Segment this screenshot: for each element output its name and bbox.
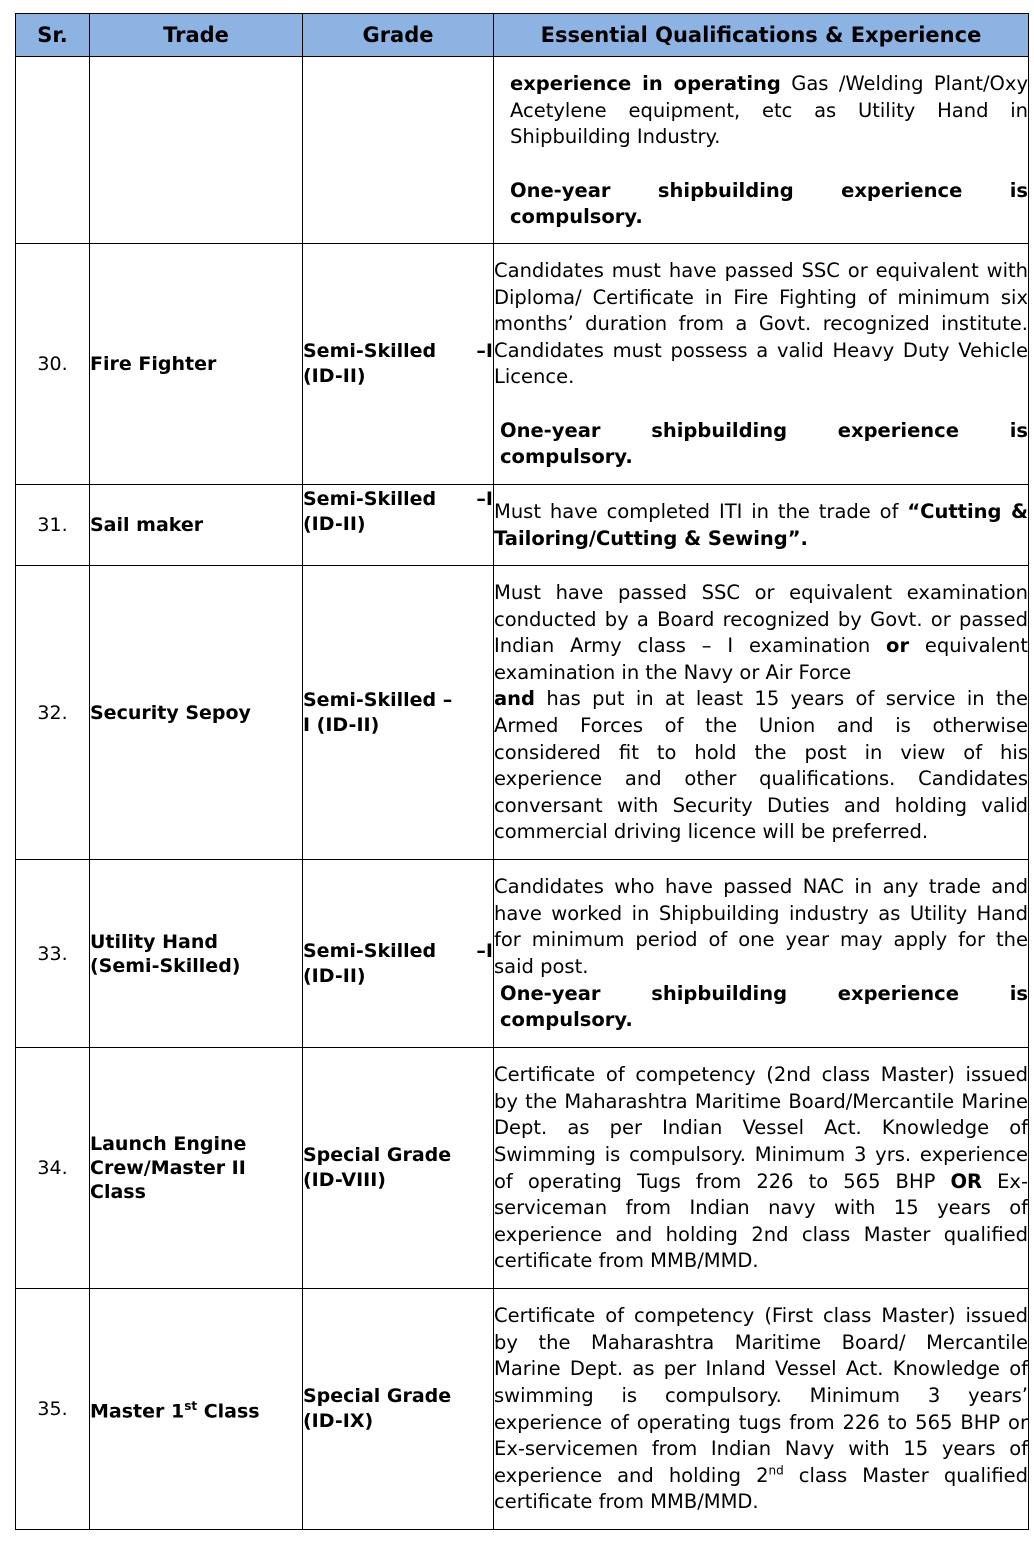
experience-note: One-year shipbuilding experience is compulsory.	[500, 981, 1028, 1032]
header-trade: Trade	[90, 14, 303, 57]
qualification-bold: and	[494, 687, 535, 711]
grade-cell	[303, 244, 494, 485]
qualification-cell	[494, 566, 1029, 860]
sr-cell: 32.	[16, 566, 90, 860]
trade-cell: Sail maker	[90, 485, 303, 566]
header-grade: Grade	[303, 14, 494, 57]
qualification-text: Certificate of competency (First class Master) issued by the Maharashtra Maritime Board/ Mercantile Marine Dept. as per Inland Vessel Act. Knowledge of swimming is compulsory. Minimum 3 years’ experience of operating tugs from 226 to 565 BHP or Ex-servicemen from Indian Navy with 15 years of experience and holding 2	[494, 1304, 1028, 1487]
experience-note: One-year shipbuilding experience is compulsory.	[510, 178, 1028, 229]
trade-cell: Security Sepoy	[90, 566, 303, 860]
qualification-text: has put in at least 15 years of service in the Armed Forces of the Union and is otherwise considered fit to hold the post in view of his experience and other qualifications. Candidates conversant with Security Duties and holding valid commercial driving licence will be preferred.	[494, 687, 1028, 844]
grade-text: (ID-II)	[303, 964, 366, 987]
qualification-text: Must have passed SSC or equivalent examination conducted by a Board recognized by Govt. or passed Indian Army class – I examination	[494, 581, 1028, 658]
grade-text: (ID-II)	[303, 365, 366, 387]
grade-text: Special Grade	[303, 1385, 452, 1407]
qualification-text: equivalent examination in the Navy or Air Force	[494, 634, 1028, 684]
experience-note: One-year shipbuilding experience is compulsory.	[500, 418, 1028, 469]
grade-text: I (ID-II)	[303, 713, 380, 736]
qualification-cell	[494, 860, 1029, 1048]
qualification-bold: experience in operating	[510, 72, 781, 96]
sr-cell	[16, 57, 90, 244]
trade-cell	[90, 860, 303, 1048]
qualification-text: Must have completed ITI in the trade of	[494, 499, 908, 523]
grade-cell	[303, 860, 494, 1048]
qualification-text: Gas /Welding Plant/Oxy Acetylene equipment, etc as Utility Hand in Shipbuilding Industry.	[510, 72, 1028, 149]
qualification-cell	[494, 485, 1029, 566]
trade-text: Class	[90, 1181, 146, 1203]
grade-cell	[303, 57, 494, 244]
qualification-text: Candidates must have passed SSC or equivalent with Diploma/ Certificate in Fire Fighting of minimum six months’ duration from a Govt. recognized institute. Candidates must possess a valid Heavy Duty Vehicle Licence.	[494, 258, 1028, 389]
grade-text: –I	[476, 340, 493, 362]
grade-text: Special Grade	[303, 1144, 452, 1166]
qualification-text: class Master qualified certificate from MMB/MMD.	[494, 1463, 1028, 1514]
sr-cell: 34.	[16, 1048, 90, 1289]
sr-cell: 31.	[16, 485, 90, 566]
header-qualifications: Essential Qualifications & Experience	[494, 14, 1029, 57]
trade-text: (Semi-Skilled)	[90, 954, 241, 977]
grade-text: Semi-Skilled	[303, 488, 437, 510]
header-sr: Sr.	[16, 14, 90, 57]
qualification-text: Certificate of competency (2nd class Master) issued by the Maharashtra Maritime Board/Mercantile Marine Dept. as per Indian Vessel Act. Knowledge of Swimming is compulsory. Minimum 3 yrs. experience of operating Tugs from 226 to 565 BHP	[494, 1063, 1028, 1193]
grade-text: Semi-Skilled	[303, 340, 437, 362]
trade-cell: Fire Fighter	[90, 244, 303, 485]
qualification-cell	[494, 57, 1029, 244]
qualification-cell	[494, 1289, 1029, 1530]
qualification-bold: “Cutting & Tailoring/Cutting & Sewing”.	[494, 499, 1028, 550]
qualification-text-sup: nd	[768, 1463, 784, 1478]
qualification-cell	[494, 1048, 1029, 1289]
trade-cell	[90, 57, 303, 244]
table-row	[16, 244, 1029, 485]
qualifications-table	[15, 13, 1029, 1530]
trade-text: Utility Hand	[90, 930, 218, 953]
trade-text: Master 1	[90, 1400, 185, 1423]
table-row	[16, 57, 1029, 244]
table-row	[16, 1048, 1029, 1289]
qualification-cell	[494, 244, 1029, 485]
table-header-row	[16, 14, 1029, 57]
table-row	[16, 485, 1029, 566]
qualification-text: Ex-serviceman from Indian navy with 15 years of experience and holding 2nd class Master qualified certificate from MMB/MMD.	[494, 1169, 1028, 1273]
qualification-bold: OR	[950, 1169, 983, 1193]
grade-text: (ID-VIII)	[303, 1169, 386, 1191]
qualification-text: Candidates who have passed NAC in any trade and have worked in Shipbuilding industry as Utility Hand for minimum period of one year may apply for the said post.	[494, 875, 1028, 978]
grade-cell	[303, 1289, 494, 1530]
qualification-bold: or	[886, 634, 910, 658]
table-row	[16, 566, 1029, 860]
grade-text: Semi-Skilled	[303, 939, 437, 962]
sr-cell: 33.	[16, 860, 90, 1048]
trade-text: Launch Engine	[90, 1133, 247, 1155]
sr-cell: 35.	[16, 1289, 90, 1530]
grade-cell	[303, 1048, 494, 1289]
grade-text: –I	[476, 488, 493, 510]
sr-cell: 30.	[16, 244, 90, 485]
grade-cell	[303, 485, 494, 566]
grade-text: –I	[476, 939, 493, 962]
grade-text: (ID-IX)	[303, 1410, 374, 1432]
grade-cell	[303, 566, 494, 860]
trade-cell	[90, 1289, 303, 1530]
grade-text: Semi-Skilled –	[303, 688, 453, 711]
trade-text-sup: st	[184, 1399, 198, 1414]
trade-text: Class	[197, 1400, 260, 1423]
trade-cell	[90, 1048, 303, 1289]
grade-text: (ID-II)	[303, 513, 366, 535]
trade-text: Crew/Master II	[90, 1157, 246, 1179]
table-row	[16, 1289, 1029, 1530]
table-row	[16, 860, 1029, 1048]
